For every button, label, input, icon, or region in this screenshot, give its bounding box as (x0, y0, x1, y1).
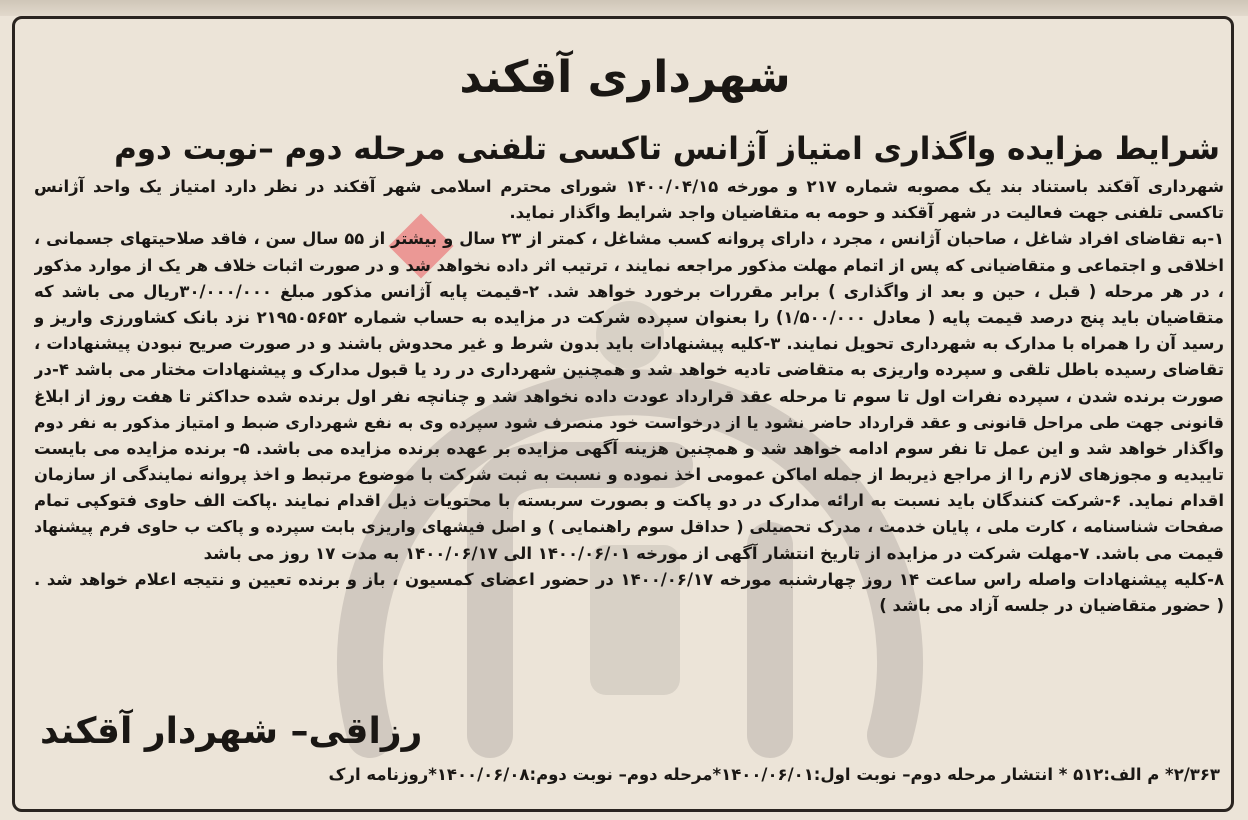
body-line: قانونی جهت طی مراحل قانونی و عقد قرارداد حاضر نشود یا از درخواست خود منصرف شود سپرده وی به نفع شهرداری ضبط و امتیاز مذکور به نفر دوم (34, 412, 1224, 432)
body-line: متقاضیان باید پنج درصد قیمت پایه ( معادل ۱/۵۰۰/۰۰۰) را بعنوان سپرده شرکت در مزایده به حساب شماره ۲۱۹۵۰۵۶۵۲ نزد بانک کشاورزی واریز و (34, 307, 1224, 327)
body-line: ( حضور متقاضیان در جلسه آزاد می باشد ) (879, 596, 1224, 615)
body-line: تاییدیه و مجوزهای لازم را از مراجع ذیربط از جمله اماکن عمومی اخذ نموده و نسبت به ثبت شرکت با موضوع مرتبط و اخذ پروانه نمایندگی از سازمان (34, 465, 1224, 485)
body-line: ، در هر مرحله ( قبل ، حین و بعد از واگذاری ) برابر مقررات برخورد خواهد شد. ۲-قیمت پایه آژانس مذکور مبلغ ۳۰/۰۰۰/۰۰۰ریال می باشد که (34, 281, 1224, 301)
notice-title: شهرداری آقکند (459, 52, 791, 103)
body-line: شهرداری آقکند باستناد بند یک مصوبه شماره ۲۱۷ و مورخه ۱۴۰۰/۰۴/۱۵ شورای محترم اسلامی شهر آقکند در نظر دارد امتیاز یک واحد آژانس (34, 177, 1224, 196)
notice-subtitle: شرایط مزایده واگذاری امتیاز آژانس تاکسی تلفنی مرحله دوم –نوبت دوم (114, 131, 1220, 167)
body-line: قیمت می باشد. ۷-مهلت شرکت در مزایده از تاریخ انتشار آگهی از مورخه ۱۴۰۰/۰۶/۰۱ الی ۱۴۰۰/۰۶/۱۷ به مدت ۱۷ روز می باشد (203, 543, 1224, 563)
body-line: اخلاقی و اجتماعی و متقاضیانی که پس از اتمام مهلت مذکور مراجعه نمایند ، ترتیب اثر داده نخواهد شد و در صورت اثبات خلاف هر یک از موارد مذکور (34, 255, 1224, 275)
body-line: صفحات شناسنامه ، کارت ملی ، پایان خدمت ، مدرک تحصیلی ( حداقل سوم راهنمایی ) و اصل فیشهای واریزی بابت سپرده و پاکت ب حاوی فرم پیشنهاد (34, 517, 1224, 537)
body-line: ۱-به تقاضای افراد شاغل ، صاحبان آژانس ، مجرد ، دارای پروانه کسب مشاغل ، کمتر از ۲۳ سال و بیشتر از ۵۵ سال سن ، فاقد صلاحیتهای جسمانی ، (34, 229, 1224, 249)
body-line: تاکسی تلفنی جهت فعالیت در شهر آقکند و حومه به متقاضیان واجد شرایط واگذار نماید. (509, 203, 1224, 223)
body-line: صورت برنده شدن ، سپرده نفرات اول تا سوم تا مرحله عقد قرارداد عودت داده نخواهد شد و چنانچه نفر اول برنده شده حداکثر تا هفت روز از ابلاغ (34, 386, 1224, 406)
top-page-strip (0, 0, 1248, 16)
body-line: تقاضای رسیده باطل تلقی و سپرده واریزی به متقاضی تادیه خواهد شد و همچنین شهرداری در رد یا قبول مدارک و پیشنهادات مختار می باشد ۴-در (34, 360, 1224, 380)
body-line: رسید آن را همراه با مدارک به شهرداری تحویل نمایند. ۳-کلیه پیشنهادات باید بدون شرط و غیر محدوش باشند و در صورت صریح نبودن پیشنهادات ، (34, 334, 1224, 354)
body-line: واگذار خواهد شد و این عمل تا نفر سوم ادامه خواهد شد و همچنین هزینه آگهی مزایده بر عهده برنده مزایده می باشد. ۵- برنده مزایده می بایست (34, 438, 1224, 458)
body-line: اقدام نماید. ۶-شرکت کنندگان باید نسبت به ارائه مدارک در دو پاکت و بصورت سربسته با محتویات ذیل اقدام نمایند .پاکت الف حاوی فتوکپی تمام (34, 491, 1224, 511)
mayor-signature: رزاقی– شهردار آقکند (40, 711, 423, 752)
notice-body (34, 174, 1224, 619)
publication-footer: ۲/۳۶۳* م الف:۵۱۲ * انتشار مرحله دوم– نوبت اول:۱۴۰۰/۰۶/۰۱*مرحله دوم– نوبت دوم:۱۴۰۰/۰۶/۰۸*روزنامه ارک (328, 765, 1220, 784)
body-line: ۸-کلیه پیشنهادات واصله راس ساعت ۱۴ روز چهارشنبه مورخه ۱۴۰۰/۰۶/۱۷ در حضور اعضای کمسیون ، باز و برنده تعیین و نتیجه اعلام خواهد شد . (34, 569, 1224, 589)
